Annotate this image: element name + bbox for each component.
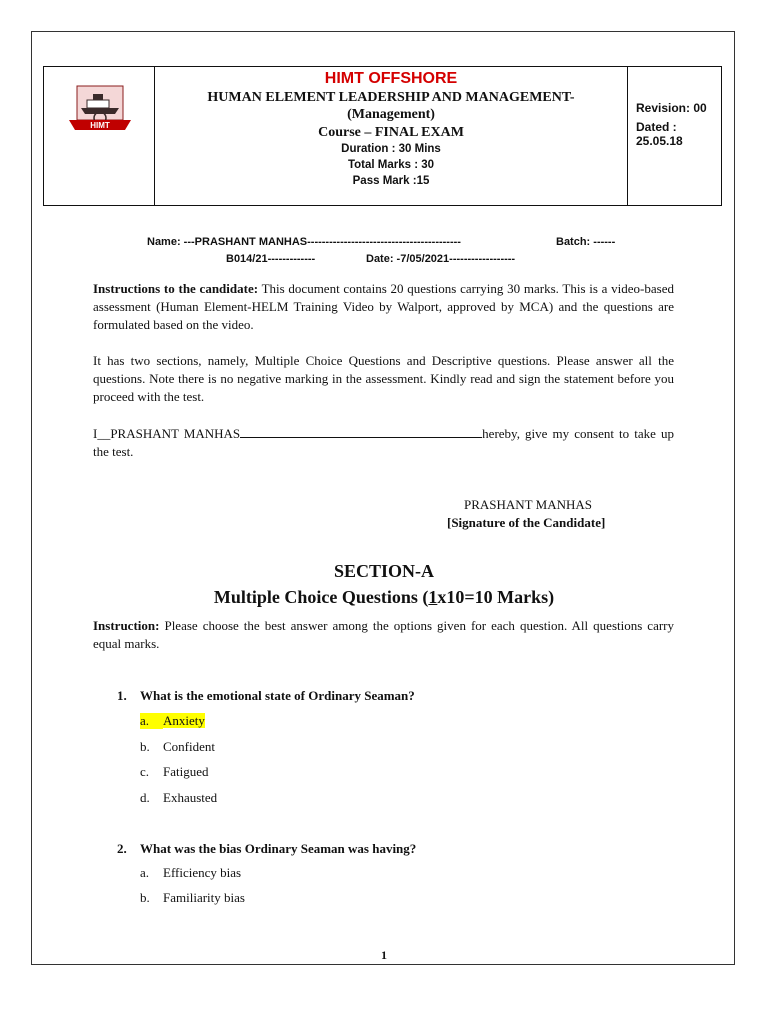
candidate-name-line: Name: ---PRASHANT MANHAS------------------------------------------ — [147, 236, 461, 248]
question-1-option-b[interactable] — [140, 739, 215, 755]
brand-title: HIMT OFFSHORE — [324, 70, 458, 87]
option-text: Fatigued — [163, 764, 209, 779]
consent-statement — [93, 425, 674, 461]
section-title: SECTION-A — [333, 561, 435, 581]
batch-label: Batch: ------ — [556, 236, 616, 248]
batch-value: B014/21------------- — [226, 253, 316, 265]
section-instruction-label: Instruction: — [93, 618, 160, 633]
consent-name: I__PRASHANT MANHAS — [93, 426, 241, 441]
course-title: HUMAN ELEMENT LEADERSHIP AND MANAGEMENT- — [207, 90, 575, 105]
question-2 — [117, 841, 416, 857]
question-1-option-d[interactable] — [140, 790, 217, 806]
option-text: Efficiency bias — [163, 865, 242, 880]
question-1-option-c[interactable] — [140, 764, 209, 780]
question-number: 1. — [117, 688, 127, 703]
svg-text:HIMT: HIMT — [90, 121, 110, 130]
option-letter: d. — [140, 790, 150, 805]
duration: Duration : 30 Mins — [341, 143, 441, 155]
logo-cell — [44, 67, 155, 205]
section-instruction — [93, 617, 674, 653]
question-2-option-b[interactable] — [140, 890, 245, 906]
option-letter: a. — [140, 713, 163, 729]
revision-cell — [628, 67, 721, 205]
header-table — [43, 66, 722, 206]
revision: Revision: 00 — [636, 101, 707, 115]
section-instruction-text: Please choose the best answer among the options given for each question. All questions carry equal marks. — [93, 618, 674, 651]
question-number: 2. — [117, 841, 127, 856]
option-text: Confident — [163, 739, 215, 754]
question-1-option-a[interactable] — [140, 713, 205, 729]
option-letter: a. — [140, 865, 150, 880]
section-subtitle-post: x10=10 Marks) — [437, 587, 555, 607]
section-subtitle-marks: 1 — [428, 587, 438, 607]
consent-blank-line — [240, 426, 482, 438]
question-2-option-a[interactable] — [140, 865, 241, 881]
date-line: Date: -7/05/2021------------------ — [366, 253, 516, 265]
option-text: Exhausted — [163, 790, 218, 805]
instructions-text: This document contains 20 questions carrying 30 marks. This is a video-based assessment (Human Element-HELM Training Video by Walport, approved by MCA) and the questions are formulated based on the video. — [93, 281, 674, 332]
question-1 — [117, 688, 415, 704]
option-letter: b. — [140, 890, 150, 905]
question-text: What is the emotional state of Ordinary Seaman? — [140, 688, 415, 703]
header-title-cell — [155, 67, 628, 205]
option-text: Familiarity bias — [163, 890, 245, 905]
option-text-selected: Anxiety — [163, 713, 205, 728]
exam-type: Course – FINAL EXAM — [318, 125, 464, 140]
instructions-paragraph-2: It has two sections, namely, Multiple Choice Questions and Descriptive questions. Please answer all the questions. Note there is no negative marking in the assessment. Kindly read and sign the statement before you proceed with the test. — [93, 353, 674, 404]
dated: Dated : 25.05.18 — [636, 120, 683, 148]
page-number: 1 — [381, 948, 387, 962]
himt-logo-icon — [67, 82, 133, 138]
instructions-label: Instructions to the candidate: — [93, 281, 259, 296]
option-letter: b. — [140, 739, 150, 754]
total-marks: Total Marks : 30 — [347, 159, 435, 171]
consent-text: hereby, give my consent to take up the test. — [93, 426, 675, 459]
signature-label: [Signature of the Candidate] — [447, 515, 606, 530]
option-letter: c. — [140, 764, 150, 779]
course-subtitle: (Management) — [347, 107, 435, 122]
question-text: What was the bias Ordinary Seaman was having? — [140, 841, 417, 856]
section-subtitle — [0, 587, 768, 608]
pass-mark: Pass Mark :15 — [352, 175, 430, 187]
section-subtitle-pre: Multiple Choice Questions ( — [213, 587, 429, 607]
signature-name: PRASHANT MANHAS — [464, 497, 592, 512]
instructions-paragraph — [93, 280, 674, 334]
